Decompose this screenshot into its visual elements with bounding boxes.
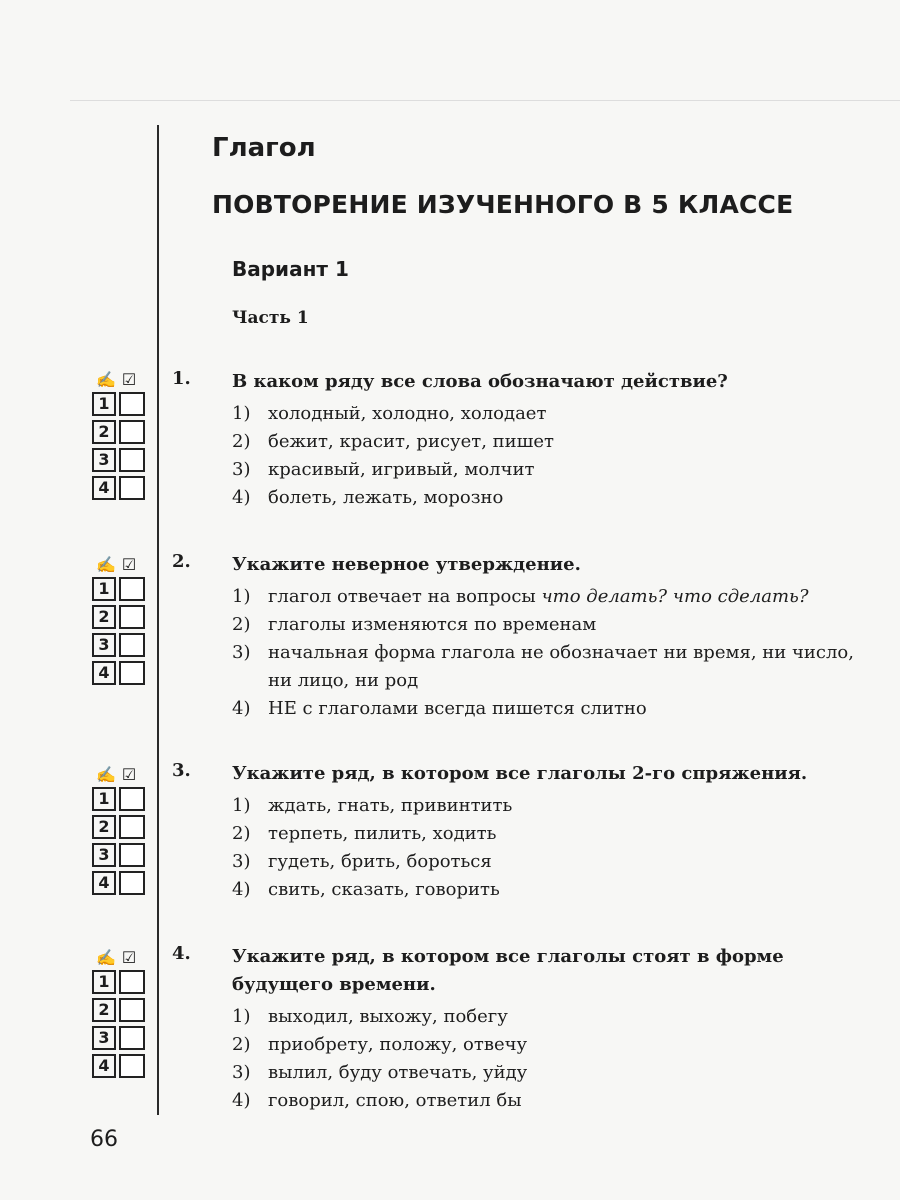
answer-option — [232, 1003, 872, 1031]
option-text: красивый, игривый, молчит — [268, 459, 535, 480]
question-number: 4. — [172, 943, 191, 964]
answer-checkbox[interactable] — [119, 1054, 145, 1078]
option-number: 4) — [232, 487, 251, 508]
checkbox-icon: ☑ — [121, 765, 137, 784]
answer-number: 3 — [92, 633, 116, 657]
option-text: терпеть, пилить, ходить — [268, 823, 497, 844]
answer-checkbox[interactable] — [119, 1026, 145, 1050]
option-number: 1) — [232, 586, 251, 607]
answer-checkbox[interactable] — [119, 605, 145, 629]
answer-number: 1 — [92, 787, 116, 811]
header-rule — [70, 100, 900, 101]
option-text: глагол отвечает на вопросы — [268, 586, 542, 607]
answer-option — [232, 428, 872, 456]
question-number: 3. — [172, 760, 191, 781]
answer-option — [232, 583, 872, 611]
option-text: начальная форма глагола не обозначает ни время, ни число, ни лицо, ни род — [268, 642, 854, 691]
answer-number: 2 — [92, 998, 116, 1022]
option-text: ждать, гнать, привинтить — [268, 795, 513, 816]
option-number: 2) — [232, 1034, 251, 1055]
option-text: говорил, спою, ответил бы — [268, 1090, 522, 1111]
page-title: Глагол — [212, 133, 316, 163]
answer-option — [232, 876, 872, 904]
option-text: вылил, буду отвечать, уйду — [268, 1062, 528, 1083]
answer-option — [232, 484, 872, 512]
answer-number: 4 — [92, 661, 116, 685]
page-number: 66 — [90, 1127, 118, 1152]
part-heading: Часть 1 — [232, 308, 309, 328]
answer-option — [232, 1031, 872, 1059]
answer-checkbox[interactable] — [119, 420, 145, 444]
answer-option — [232, 792, 872, 820]
checkbox-icon: ☑ — [121, 948, 137, 967]
option-number: 1) — [232, 795, 251, 816]
option-text: гудеть, брить, бороться — [268, 851, 492, 872]
option-number: 3) — [232, 851, 251, 872]
answer-number: 1 — [92, 392, 116, 416]
question-number: 2. — [172, 551, 191, 572]
option-italic-text: что делать? что сделать? — [541, 586, 809, 607]
question-text: Укажите ряд, в котором все глаголы стоят в форме будущего времени. — [232, 946, 784, 995]
answer-checkbox[interactable] — [119, 998, 145, 1022]
option-number: 2) — [232, 823, 251, 844]
option-number: 2) — [232, 431, 251, 452]
question-text: Укажите ряд, в котором все глаголы 2-го спряжения. — [232, 763, 808, 784]
answer-number: 4 — [92, 1054, 116, 1078]
answer-option — [232, 820, 872, 848]
answer-number: 2 — [92, 420, 116, 444]
pen-icon: ✍ — [96, 765, 116, 784]
option-number: 2) — [232, 614, 251, 635]
option-number: 3) — [232, 1062, 251, 1083]
option-text: свить, сказать, говорить — [268, 879, 500, 900]
answer-option — [232, 848, 872, 876]
option-text: приобрету, положу, отвечу — [268, 1034, 528, 1055]
option-number: 4) — [232, 698, 251, 719]
margin-rule — [157, 125, 159, 1115]
option-number: 3) — [232, 459, 251, 480]
answer-grid — [92, 948, 148, 1082]
answer-option — [232, 695, 872, 723]
answer-option — [232, 1059, 872, 1087]
answer-number: 2 — [92, 605, 116, 629]
answer-checkbox[interactable] — [119, 577, 145, 601]
answer-number: 3 — [92, 448, 116, 472]
answer-number: 4 — [92, 476, 116, 500]
answer-grid — [92, 555, 148, 689]
answer-grid — [92, 765, 148, 899]
option-text: глаголы изменяются по временам — [268, 614, 597, 635]
answer-checkbox[interactable] — [119, 843, 145, 867]
answer-option — [232, 400, 872, 428]
answer-option — [232, 639, 872, 691]
checkbox-icon: ☑ — [121, 555, 137, 574]
option-number: 3) — [232, 642, 251, 663]
section-heading: ПОВТОРЕНИЕ ИЗУЧЕННОГО В 5 КЛАССЕ — [212, 190, 794, 219]
answer-checkbox[interactable] — [119, 871, 145, 895]
option-number: 1) — [232, 1006, 251, 1027]
question-text: Укажите неверное утверждение. — [232, 554, 581, 575]
option-text: болеть, лежать, морозно — [268, 487, 504, 508]
question-text: В каком ряду все слова обозначают действие? — [232, 371, 728, 392]
answer-checkbox[interactable] — [119, 815, 145, 839]
variant-heading: Вариант 1 — [232, 257, 349, 281]
pen-icon: ✍ — [96, 948, 116, 967]
answer-number: 1 — [92, 970, 116, 994]
option-number: 1) — [232, 403, 251, 424]
question-number: 1. — [172, 368, 191, 389]
option-text: выходил, выхожу, побегу — [268, 1006, 508, 1027]
answer-number: 4 — [92, 871, 116, 895]
answer-option — [232, 1087, 872, 1115]
answer-checkbox[interactable] — [119, 633, 145, 657]
checkbox-icon: ☑ — [121, 370, 137, 389]
answer-checkbox[interactable] — [119, 448, 145, 472]
answer-checkbox[interactable] — [119, 392, 145, 416]
answer-checkbox[interactable] — [119, 661, 145, 685]
option-text: холодный, холодно, холодает — [268, 403, 547, 424]
answer-number: 2 — [92, 815, 116, 839]
answer-number: 3 — [92, 1026, 116, 1050]
option-text: НЕ с глаголами всегда пишется слитно — [268, 698, 647, 719]
option-number: 4) — [232, 879, 251, 900]
option-text: бежит, красит, рисует, пишет — [268, 431, 555, 452]
pen-icon: ✍ — [96, 555, 116, 574]
answer-checkbox[interactable] — [119, 970, 145, 994]
answer-grid — [92, 370, 148, 504]
answer-number: 1 — [92, 577, 116, 601]
answer-checkbox[interactable] — [119, 787, 145, 811]
answer-checkbox[interactable] — [119, 476, 145, 500]
answer-option — [232, 456, 872, 484]
answer-number: 3 — [92, 843, 116, 867]
pen-icon: ✍ — [96, 370, 116, 389]
option-number: 4) — [232, 1090, 251, 1111]
answer-option — [232, 611, 872, 639]
